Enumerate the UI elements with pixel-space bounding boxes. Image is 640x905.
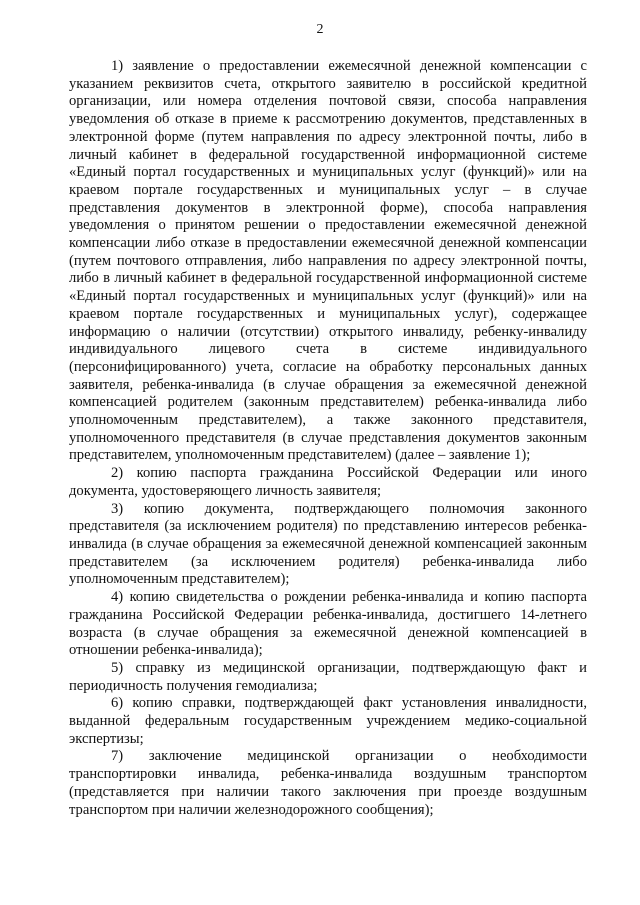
document-body xyxy=(69,58,587,819)
paragraph-item-5: 5) справку из медицинской организации, подтверждающую факт и периодичность получения гемодиализа; xyxy=(69,659,587,694)
paragraph-item-1: 1) заявление о предоставлении ежемесячной денежной компенсации с указанием реквизитов счета, открытого заявителю в российской кредитной организации, или номера отделения почтовой связи, способа направления уведомления об отказе в приеме к рассмотрению документов, представленных в электронной форме (путем направления по адресу электронной почты, либо в личный кабинет в федеральной государственной информационной системе «Единый портал государственных и муниципальных услуг (функций)» или на краевом портале государственных и муниципальных услуг – в случае представления документов в электронной форме), способа направления уведомления о принятом решении о предоставлении ежемесячной денежной компенсации либо отказе в предоставлении ежемесячной денежной компенсации (путем почтового отправления, либо направления по адресу электронной почты, либо в личный кабинет в федеральной государственной информационной системе «Единый портал государственных и муниципальных услуг (функций)» или на краевом портале государственных и муниципальных услуг), содержащее информацию о наличии (отсутствии) открытого инвалиду, ребенку-инвалиду индивидуального лицевого счета в системе индивидуального (персонифицированного) учета, согласие на обработку персональных данных заявителя, ребенка-инвалида (в случае обращения за ежемесячной денежной компенсацией родителем (законным представителем) ребенка-инвалида либо уполномоченным представителем), а также законного представителя, уполномоченного представителя (в случае представления документов законным представителем, уполномоченным представителем) (далее – заявление 1); xyxy=(69,58,587,464)
paragraph-item-4: 4) копию свидетельства о рождении ребенка-инвалида и копию паспорта гражданина Российской Федерации ребенка-инвалида, достигшего 14-летнего возраста (в случае обращения за ежемесячной денежной компенсацией в отношении ребенка-инвалида); xyxy=(69,589,587,659)
paragraph-item-6: 6) копию справки, подтверждающей факт установления инвалидности, выданной федеральным государственным учреждением медико-социальной экспертизы; xyxy=(69,695,587,747)
paragraph-item-2: 2) копию паспорта гражданина Российской Федерации или иного документа, удостоверяющего личность заявителя; xyxy=(69,465,587,499)
paragraph-item-7: 7) заключение медицинской организации о необходимости транспортировки инвалида, ребенка-инвалида воздушным транспортом (представляется при наличии такого заключения при проезде воздушным транспортом при наличии железнодорожного сообщения); xyxy=(69,748,587,818)
paragraph-item-3: 3) копию документа, подтверждающего полномочия законного представителя (за исключением родителя) по представлению интересов ребенка-инвалида (в случае обращения за ежемесячной денежной компенсацией законным представителем (за исключением родителя) ребенка-инвалида либо уполномоченным представителем); xyxy=(69,500,587,588)
page-number: 2 xyxy=(316,22,324,37)
